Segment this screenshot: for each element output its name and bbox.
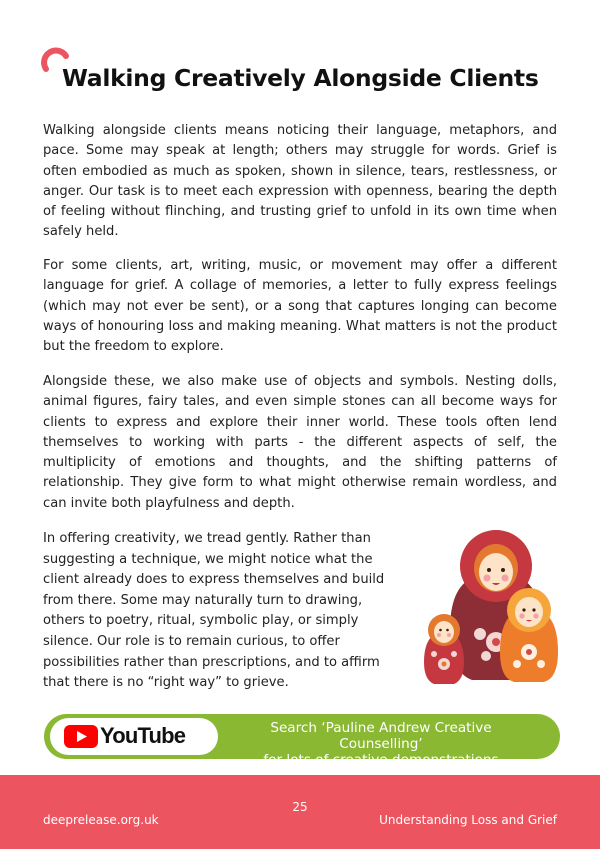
youtube-banner[interactable]	[44, 714, 560, 768]
youtube-wordmark: YouTube	[100, 723, 186, 748]
paragraph-3: Alongside these, we also make use of objects and symbols. Nesting dolls, animal figures, fairy tales, and even simple stones can all become ways for clients to express and explore their inner world. These tools often lend themselves to working with parts - the different aspects of self, the multiplicity of emotions and thoughts, and the shifting patterns of relationship. They give form to what might otherwise remain wordless, and can invite both playfulness and depth.	[43, 374, 557, 511]
youtube-search-text	[228, 720, 534, 768]
nesting-dolls-icon	[420, 530, 560, 690]
youtube-logo[interactable]	[50, 718, 218, 755]
paragraph-4: In offering creativity, we tread gently. Rather than suggesting a technique, we might notice what the client already does to express themselves and build from there. Some may naturally turn to drawing, others to poetry, ritual, symbolic play, or simply silence. Our role is to remain curious, to offer possibilities rather than prescriptions, and to affirm that there is no “right way” to grieve.	[43, 531, 385, 691]
youtube-search-line-2: for lots of creative demonstrations	[263, 752, 499, 768]
book-title: Understanding Loss and Grief	[379, 813, 557, 827]
youtube-search-line-1: Search ‘Pauline Andrew Creative Counselling’	[270, 720, 492, 752]
page-footer	[0, 775, 600, 849]
medium-doll	[500, 588, 558, 682]
paragraph-2: For some clients, art, writing, music, or movement may offer a different language for grief. A collage of memories, a letter to fully express feelings (which may not ever be sent), or a song that captures longing can become ways of honouring loss and making meaning. What matters is not the product but the freedom to explore.	[43, 258, 557, 355]
youtube-play-icon	[64, 725, 98, 748]
small-doll	[424, 614, 464, 684]
paragraph-1: Walking alongside clients means noticing their language, metaphors, and pace. Some may speak at length; others may struggle for words. Grief is often embodied as much as spoken, shown in silence, tears, restlessness, or anger. Our task is to meet each expression with openness, bearing the depth of feeling without flinching, and trusting grief to unfold in its own time when safely held.	[43, 123, 557, 240]
website-link[interactable]: deeprelease.org.uk	[43, 813, 159, 827]
page-number: 25	[292, 800, 308, 814]
page-title: Walking Creatively Alongside Clients	[62, 64, 539, 92]
